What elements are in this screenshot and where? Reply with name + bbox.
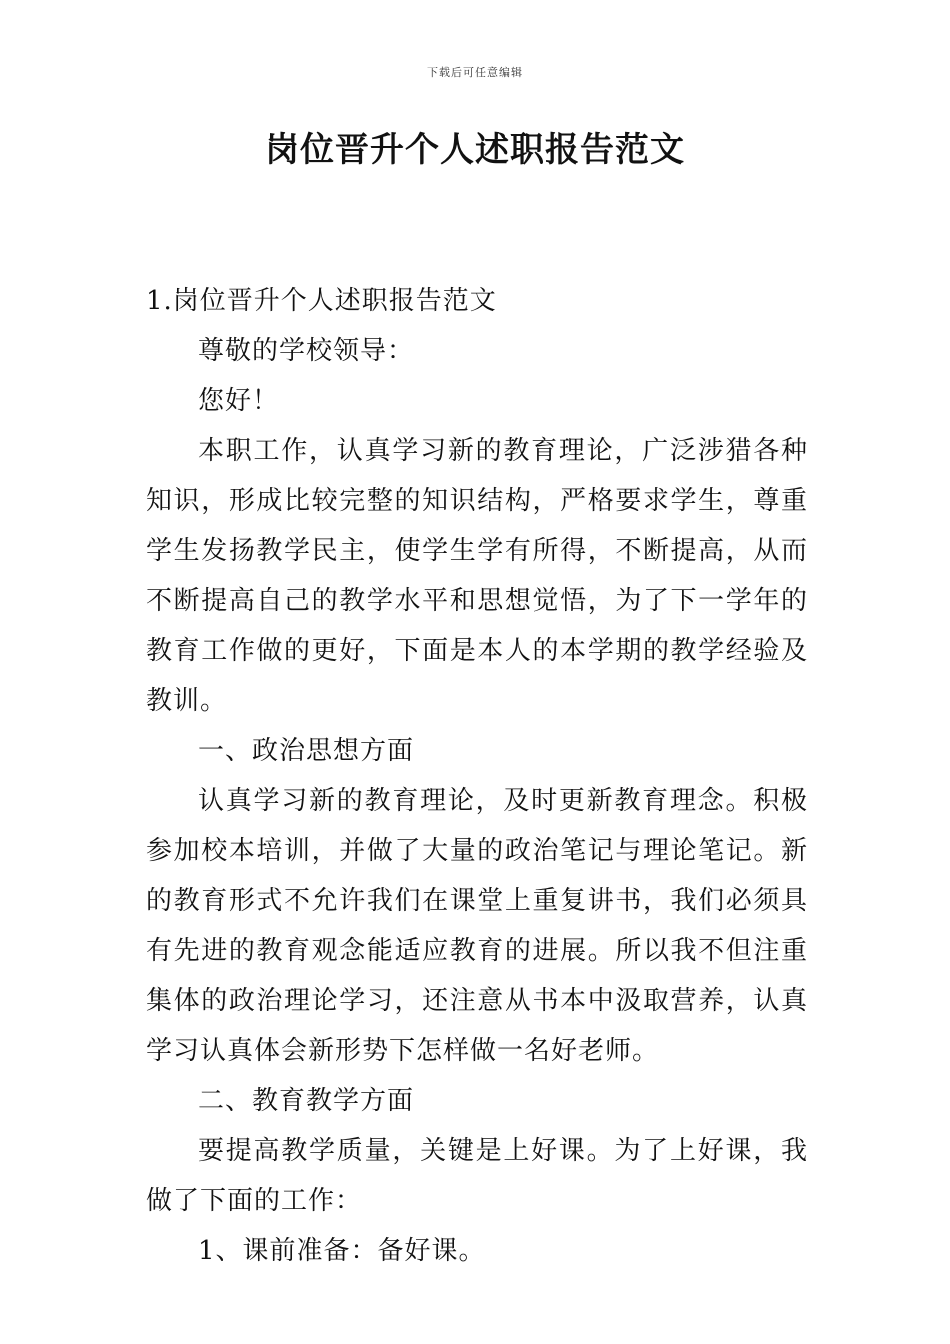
paragraph: 本职工作，认真学习新的教育理论，广泛涉猎各种知识，形成比较完整的知识结构，严格要求学生，尊重学生发扬教学民主，使学生学有所得，不断提高，从而不断提高自己的教学水平和思想觉悟，为了下一学年的教育工作做的更好，下面是本人的本学期的教学经验及教训。: [146, 436, 808, 716]
subheading-teaching: 二、教育教学方面: [198, 1086, 415, 1116]
header-note: 下载后可任意编辑: [427, 66, 523, 79]
paragraph: 要提高教学质量，关键是上好课。为了上好课，我做了下面的工作：: [146, 1136, 808, 1216]
salutation: 尊敬的学校领导：: [198, 336, 415, 366]
list-item: 1、课前准备：备好课。: [198, 1236, 486, 1266]
document-title: 岗位晋升个人述职报告范文: [265, 130, 685, 170]
greeting: 您好！: [198, 386, 280, 416]
section-heading: 1.岗位晋升个人述职报告范文: [146, 286, 497, 316]
paragraph: 认真学习新的教育理论，及时更新教育理念。积极参加校本培训，并做了大量的政治笔记与理论笔记。新的教育形式不允许我们在课堂上重复讲书，我们必须具有先进的教育观念能适应教育的进展。所以我不但注重集体的政治理论学习，还注意从书本中汲取营养，认真学习认真体会新形势下怎样做一名好老师。: [146, 786, 808, 1066]
subheading-politics: 一、政治思想方面: [198, 736, 415, 766]
document-body: [146, 276, 808, 1276]
